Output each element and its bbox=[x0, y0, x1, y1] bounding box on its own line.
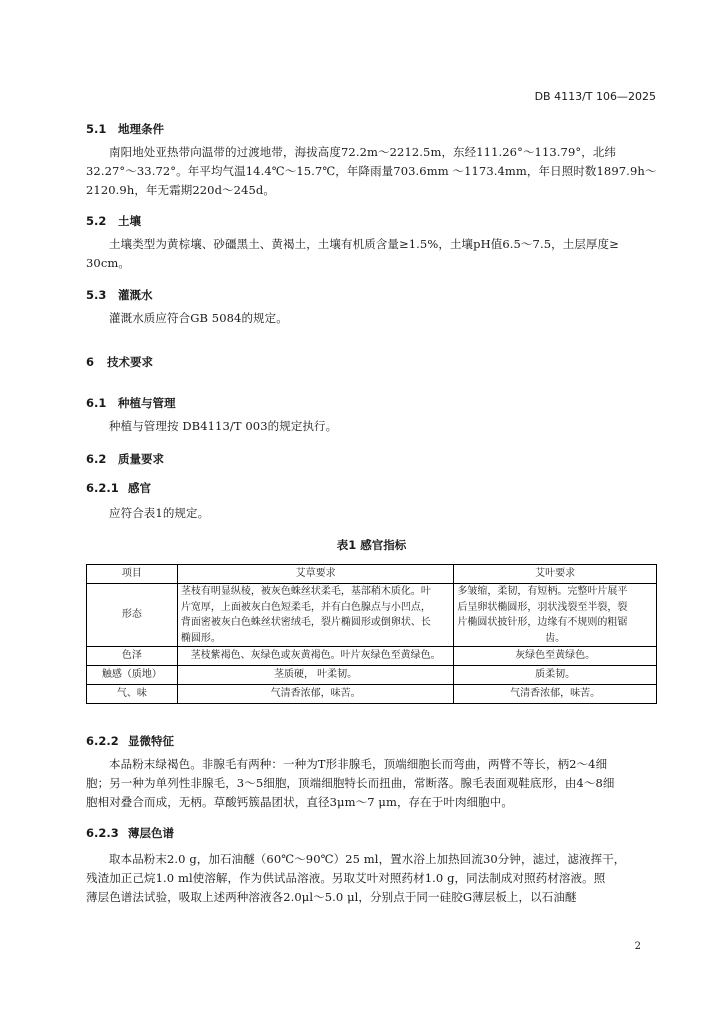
section-5-1-heading: 5.1 地理条件 bbox=[86, 122, 164, 136]
section-5-3-body: 灌溉水质应符合GB 5084的规定。 bbox=[109, 311, 288, 325]
section-6-2-1-heading: 6.2.1 感官 bbox=[86, 481, 151, 495]
table-header-row bbox=[87, 565, 657, 584]
table-row bbox=[87, 647, 657, 666]
table-cell-leaf: 气清香浓郁，味苦。 bbox=[454, 685, 657, 704]
section-6-2-3-body: 取本品粉末2.0 g，加石油醚（60℃～90℃）25 ml，置水浴上加热回流30分钟，滤过，滤液挥干， 残渣加正己烷1.0 ml使溶解，作为供试品溶液。另取艾叶对照药材1.0 g，同法制成对照药材溶液。照 薄层色谱法试验，吸取上述两种溶液各2.0μl～5.0 μl，分别点于同一硅胶G薄层板上，以石油醚 bbox=[86, 852, 626, 904]
table-row bbox=[87, 685, 657, 704]
section-6-2-2-heading: 6.2.2 显微特征 bbox=[86, 734, 174, 748]
table-1-caption: 表1 感官指标 bbox=[336, 538, 407, 552]
table-cell-herb: 茎枝有明显纵棱，被灰色蛛丝状柔毛，基部稍木质化。叶 片宽厚，上面被灰白色短柔毛，并有白色腺点与小凹点， 背面密被灰白色蛛丝状密绒毛，裂片椭圆形或倒卵状、长 椭圆形。 bbox=[177, 584, 453, 647]
table-cell-item: 气、味 bbox=[87, 685, 178, 704]
table-cell-leaf: 质柔韧。 bbox=[454, 666, 657, 685]
table-cell-item: 色泽 bbox=[87, 647, 178, 666]
table-header-cell: 艾叶要求 bbox=[454, 565, 657, 584]
table-header-cell: 项目 bbox=[87, 565, 178, 584]
table-cell-leaf: 多皱缩，柔韧，有短柄。完整叶片展平 后呈卵状椭圆形，羽状浅裂至半裂，裂 片椭圆状披针形，边缘有不规则的粗锯 齿。 bbox=[454, 584, 657, 647]
table-cell-herb: 茎枝紫褐色、灰绿色或灰黄褐色。叶片灰绿色至黄绿色。 bbox=[177, 647, 453, 666]
section-6-2-2-body: 本品粉末绿褐色。非腺毛有两种：一种为T形非腺毛，顶端细胞长而弯曲，两臂不等长，柄2～4细 胞；另一种为单列性非腺毛，3～5细胞，顶端细胞特长而扭曲，常断落。腺毛表面观鞋底形，由4～8细 胞相对叠合而成，无柄。草酸钙簇晶团状，直径3μm～7 μm，存在于叶肉细胞中。 bbox=[86, 757, 615, 809]
table-1-sensory-indicators bbox=[86, 564, 657, 704]
section-6-1-heading: 6.1 种植与管理 bbox=[86, 396, 176, 410]
page-number: 2 bbox=[634, 941, 641, 952]
table-cell-leaf: 灰绿色至黄绿色。 bbox=[454, 647, 657, 666]
table-cell-herb: 气清香浓郁，味苦。 bbox=[177, 685, 453, 704]
section-6-heading: 6 技术要求 bbox=[86, 355, 153, 369]
table-header-cell: 艾草要求 bbox=[177, 565, 453, 584]
section-6-1-body: 种植与管理按 DB4113/T 003的规定执行。 bbox=[109, 419, 338, 433]
section-5-2-heading: 5.2 土壤 bbox=[86, 214, 141, 228]
table-cell-item: 触感（质地） bbox=[87, 666, 178, 685]
section-6-2-heading: 6.2 质量要求 bbox=[86, 452, 164, 466]
document-id-header: DB 4113/T 106—2025 bbox=[534, 90, 656, 103]
table-cell-herb: 茎质硬， 叶柔韧。 bbox=[177, 666, 453, 685]
table-cell-item: 形态 bbox=[87, 584, 178, 647]
table-row bbox=[87, 666, 657, 685]
section-5-1-body: 南阳地处亚热带向温带的过渡地带，海拔高度72.2m～2212.5m，东经111.26°～113.79°，北纬 32.27°～33.72°。年平均气温14.4℃～15.7℃，年降雨量703.6mm ～1173.4mm，年日照时数1897.9h～ 2120.9h，年无霜期220d～245d。 bbox=[86, 145, 657, 197]
table-row bbox=[87, 584, 657, 647]
section-5-2-body: 土壤类型为黄棕壤、砂礓黑土、黄褐土，土壤有机质含量≥1.5%，土壤pH值6.5～7.5，土层厚度≥ 30cm。 bbox=[86, 237, 619, 270]
section-5-3-heading: 5.3 灌溉水 bbox=[86, 288, 153, 302]
section-6-2-3-heading: 6.2.3 薄层色谱 bbox=[86, 826, 174, 840]
section-6-2-1-body: 应符合表1的规定。 bbox=[109, 506, 210, 520]
